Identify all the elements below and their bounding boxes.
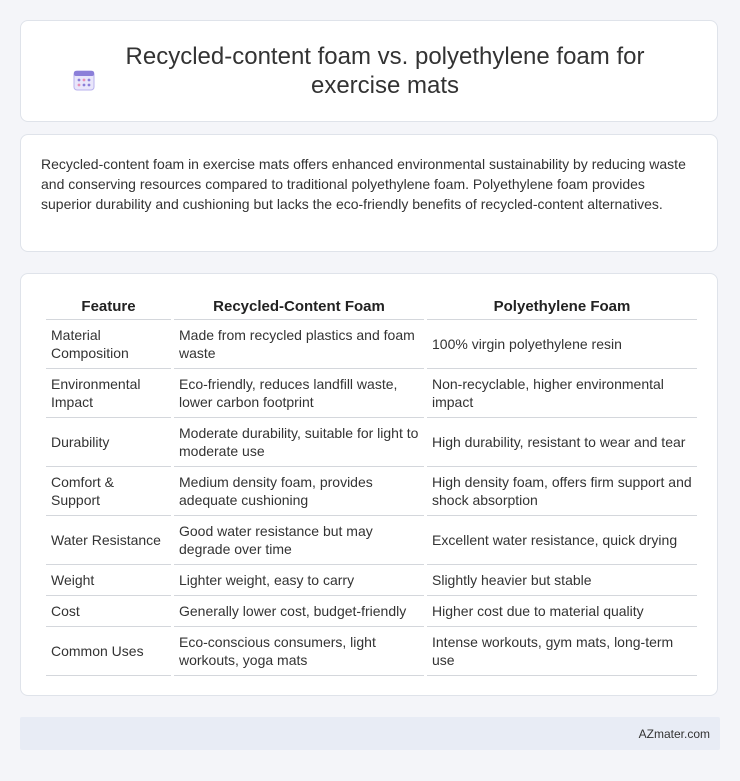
polyethylene-cell: 100% virgin polyethylene resin <box>427 320 697 369</box>
recycled-cell: Generally lower cost, budget-friendly <box>174 596 424 627</box>
comparison-table <box>43 294 700 676</box>
recycled-cell: Lighter weight, easy to carry <box>174 565 424 596</box>
header-recycled-content-foam: Recycled-Content Foam <box>174 294 424 320</box>
summary-card <box>20 134 718 252</box>
table-header-row <box>46 294 697 320</box>
recycled-cell: Medium density foam, provides adequate cushioning <box>174 467 424 516</box>
comparison-table-card <box>20 273 718 696</box>
header-polyethylene-foam: Polyethylene Foam <box>427 294 697 320</box>
feature-cell: Durability <box>46 418 171 467</box>
feature-cell: Common Uses <box>46 627 171 676</box>
table-row <box>46 565 697 596</box>
table-row <box>46 320 697 369</box>
polyethylene-cell: Slightly heavier but stable <box>427 565 697 596</box>
feature-cell: Environmental Impact <box>46 369 171 418</box>
feature-cell: Material Composition <box>46 320 171 369</box>
table-row <box>46 627 697 676</box>
table-row <box>46 369 697 418</box>
recycled-cell: Eco-friendly, reduces landfill waste, lower carbon footprint <box>174 369 424 418</box>
polyethylene-cell: High durability, resistant to wear and tear <box>427 418 697 467</box>
title-card <box>20 20 718 122</box>
polyethylene-cell: Non-recyclable, higher environmental impact <box>427 369 697 418</box>
header-feature: Feature <box>46 294 171 320</box>
recycled-cell: Moderate durability, suitable for light to moderate use <box>174 418 424 467</box>
table-row <box>46 467 697 516</box>
table-row <box>46 418 697 467</box>
recycled-cell: Eco-conscious consumers, light workouts, yoga mats <box>174 627 424 676</box>
feature-cell: Weight <box>46 565 171 596</box>
polyethylene-cell: Intense workouts, gym mats, long-term use <box>427 627 697 676</box>
polyethylene-cell: High density foam, offers firm support and shock absorption <box>427 467 697 516</box>
table-row <box>46 516 697 565</box>
table-row <box>46 596 697 627</box>
polyethylene-cell: Excellent water resistance, quick drying <box>427 516 697 565</box>
recycled-cell: Made from recycled plastics and foam waste <box>174 320 424 369</box>
feature-cell: Water Resistance <box>46 516 171 565</box>
feature-cell: Comfort & Support <box>46 467 171 516</box>
feature-cell: Cost <box>46 596 171 627</box>
footer-brand[interactable]: AZmater.com <box>638 726 710 741</box>
title-wrap <box>73 42 665 100</box>
calendar-grid-icon <box>73 69 95 91</box>
summary-text: Recycled-content foam in exercise mats offers enhanced environmental sustainability by reducing waste and conserving resources compared to traditional polyethylene foam. Polyethylene foam provides superior durability and cushioning but lacks the eco-friendly benefits of recycled-content alternatives. <box>41 156 686 212</box>
recycled-cell: Good water resistance but may degrade over time <box>174 516 424 565</box>
page-title: Recycled-content foam vs. polyethylene foam for exercise mats <box>125 43 645 99</box>
footer-bar <box>20 717 720 750</box>
polyethylene-cell: Higher cost due to material quality <box>427 596 697 627</box>
